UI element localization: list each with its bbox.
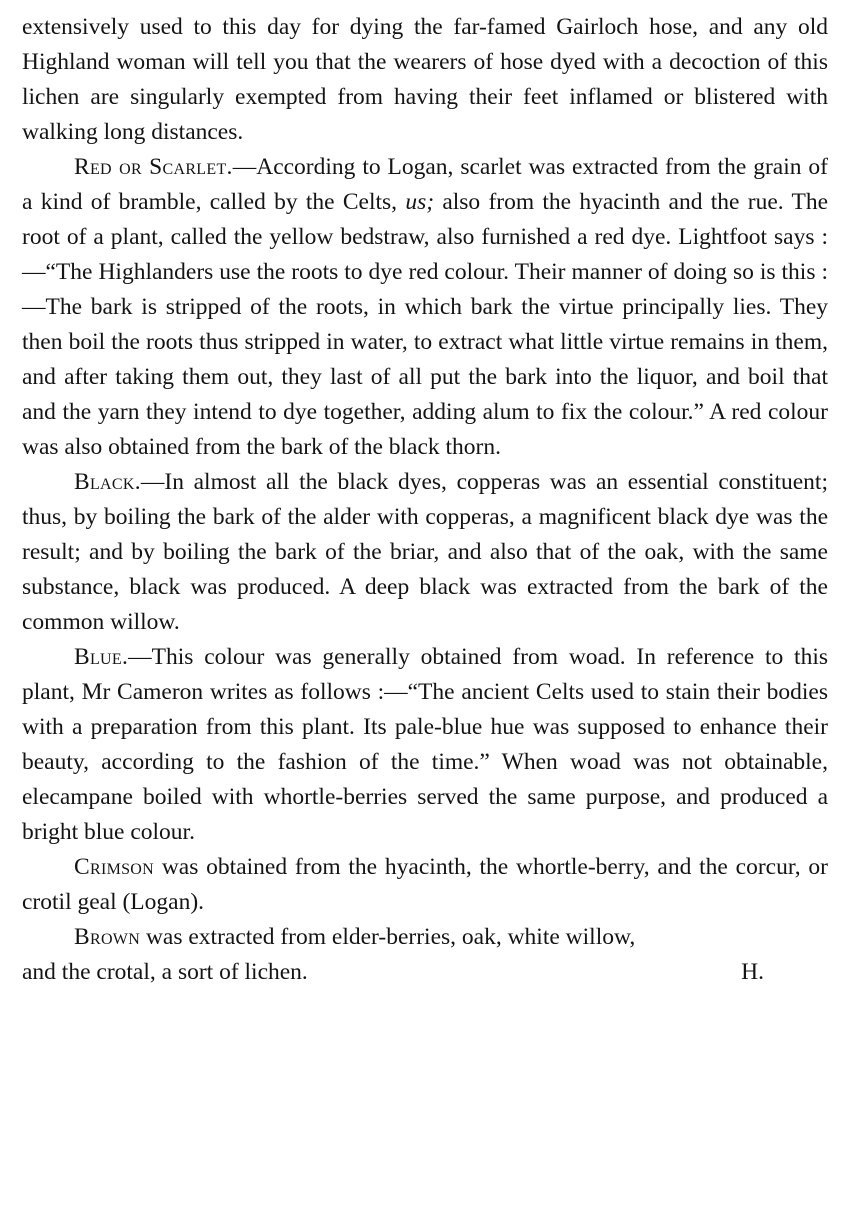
section-heading-blue: Blue. (74, 644, 129, 670)
section-heading-crimson: Crimson (74, 854, 155, 880)
paragraph-text: —In almost all the black dyes, copperas was an essential constituent; thus, by boiling the bark of the alder with copperas, a magnificent black dye was the result; and by boiling the bark of the briar, and also that of the oak, with the same substance, black was produced. A deep black was extracted from the bark of the common willow. (22, 469, 828, 635)
paragraph-brown (22, 920, 828, 955)
paragraph-text: also from the hyacinth and the rue. The root of a plant, called the yellow bedstraw, also furnished a red dye. Lightfoot says :—“The Highlanders use the roots to dye red colour. Their manner of doing so is this :—The bark is stripped of the roots, in which bark the virtue principally lies. They then boil the roots thus stripped in water, to extract what little virtue remains in them, and after taking them out, they last of all put the bark into the liquor, and boil that and the yarn they intend to dye together, adding alum to fix the colour.” A red colour was also obtained from the bark of the black thorn. (22, 189, 828, 460)
paragraph-brown-final-line (22, 955, 828, 990)
paragraph-text: —This colour was generally obtained from woad. In reference to this plant, Mr Cameron writes as follows :—“The ancient Celts used to stain their bodies with a preparation from this plant. Its pale-blue hue was supposed to enhance their beauty, according to the fashion of the time.” When woad was not obtainable, elecampane boiled with whortle-berries served the same purpose, and produced a bright blue colour. (22, 644, 828, 845)
author-signature: H. (741, 959, 764, 985)
paragraph-text: was obtained from the hyacinth, the whortle-berry, and the corcur, or crotil geal (Logan). (22, 854, 828, 915)
paragraph-blue (22, 640, 828, 850)
section-heading-brown: Brown (74, 924, 141, 950)
paragraph-black (22, 465, 828, 640)
paragraph-text: and the crotal, a sort of lichen. (22, 959, 308, 985)
paragraph-text: extensively used to this day for dying the far-famed Gairloch hose, and any old Highland woman will tell you that the wearers of hose dyed with a decoction of this lichen are singularly exempted from having their feet inflamed or blistered with walking long distances. (22, 14, 828, 145)
paragraph-text: —According to Logan, scarlet was extracted from the grain of a kind of bramble, called by the Celts, (22, 154, 828, 215)
document-page (22, 10, 828, 990)
paragraph-intro (22, 10, 828, 150)
paragraph-crimson (22, 850, 828, 920)
section-heading-red-scarlet: Red or Scarlet. (74, 154, 233, 180)
italic-term: us; (405, 189, 435, 215)
paragraph-text: was extracted from elder-berries, oak, white willow, (140, 924, 636, 950)
paragraph-red-scarlet (22, 150, 828, 465)
section-heading-black: Black. (74, 469, 141, 495)
